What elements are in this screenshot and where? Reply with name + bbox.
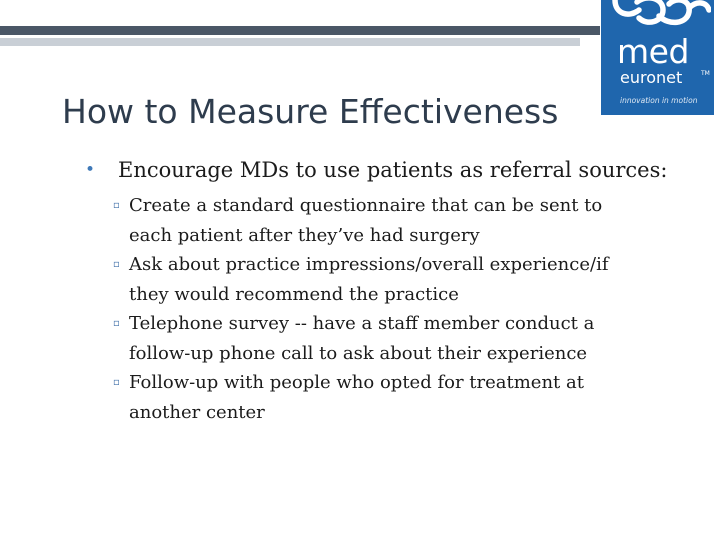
- logo-trademark: TM: [701, 70, 710, 77]
- sub-bullet-text: Follow-up with people who opted for treatment at another center: [129, 372, 584, 423]
- bullet-text: Encourage MDs to use patients as referral sources:: [118, 158, 668, 182]
- sub-bullet-item: [113, 250, 649, 309]
- sub-bullet-text: Create a standard questionnaire that can be sent to each patient after they’ve had surgery: [129, 195, 603, 246]
- sub-bullet-item: [113, 368, 649, 427]
- square-bullet-icon: ▫: [113, 200, 120, 211]
- header-rule-light: [0, 38, 580, 46]
- sub-bullet-item: [113, 191, 649, 250]
- logo-euronet-text: euronet: [620, 68, 683, 87]
- logo-tagline: innovation in motion: [620, 96, 698, 105]
- med-euronet-logo: [601, 0, 714, 115]
- square-bullet-icon: ▫: [113, 318, 120, 329]
- square-bullet-icon: ▫: [113, 377, 120, 388]
- slide-body: [85, 155, 685, 427]
- bullet-dot-icon: •: [85, 160, 96, 180]
- bullet-item: [85, 155, 685, 185]
- sub-bullet-text: Ask about practice impressions/overall experience/if they would recommend the practice: [129, 254, 609, 305]
- square-bullet-icon: ▫: [113, 259, 120, 270]
- sub-bullet-list: [85, 191, 685, 427]
- header-rule-dark: [0, 26, 600, 35]
- sub-bullet-text: Telephone survey -- have a staff member conduct a follow-up phone call to ask about their experience: [129, 313, 595, 364]
- chain-link-icon: [607, 0, 711, 36]
- slide-title: How to Measure Effectiveness: [62, 92, 559, 131]
- logo-med-text: med: [617, 32, 689, 71]
- sub-bullet-item: [113, 309, 649, 368]
